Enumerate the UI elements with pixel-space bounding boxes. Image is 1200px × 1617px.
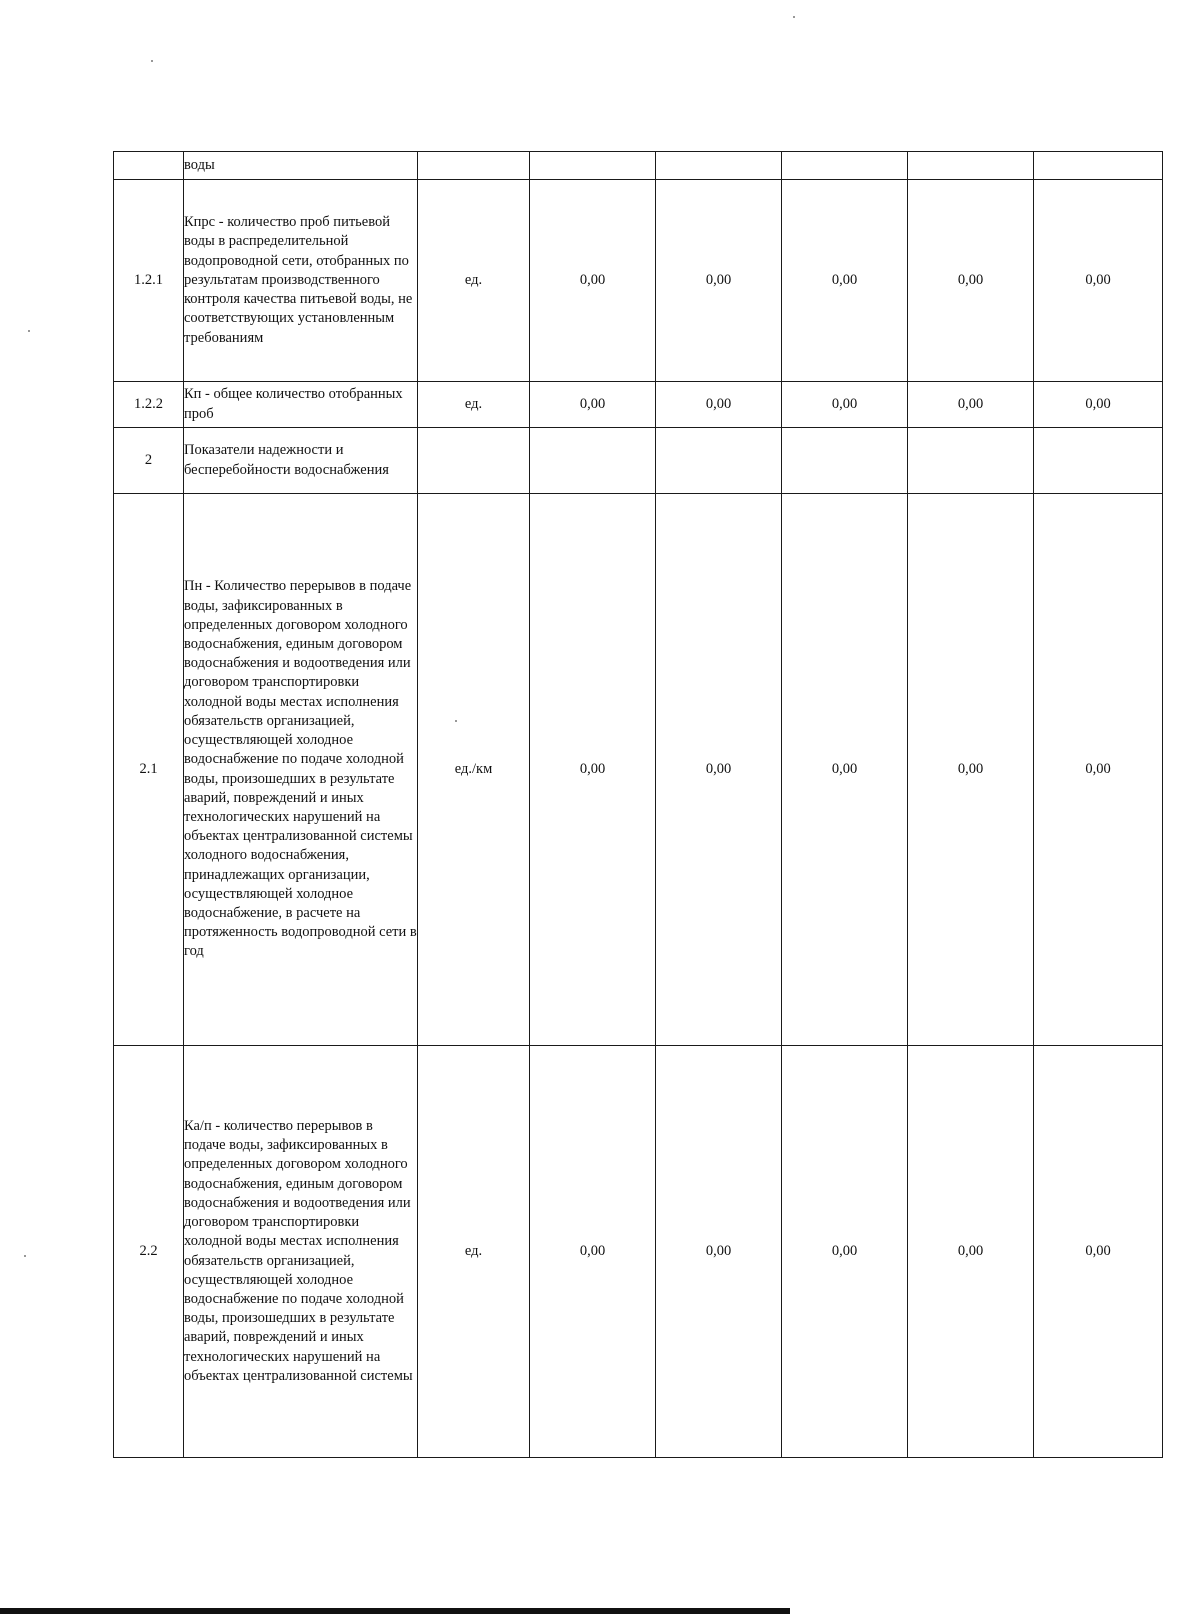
row-value (656, 428, 782, 494)
row-description: Пн - Количество перерывов в подаче воды, зафиксированных в определенных договором холодного водоснабжения, единым договором водоснабжения и водоотведения или договором транспортировки холодной воды местах исполнения обязательств организацией, осуществляющей холодное водоснабжение по подаче холодной воды, произошедших в результате аварий, повреждений и иных технологических нарушений на объектах централизованной системы холодного водоснабжения, принадлежащих организации, осуществляющей холодное водоснабжение, в расчете на протяженность водопроводной сети в год (184, 494, 418, 1046)
row-description: Показатели надежности и бесперебойности водоснабжения (184, 428, 418, 494)
row-value (530, 428, 656, 494)
row-number: 2 (114, 428, 184, 494)
row-value: 0,00 (656, 494, 782, 1046)
row-number (114, 152, 184, 180)
row-value: 0,00 (656, 180, 782, 382)
row-value: 0,00 (656, 1046, 782, 1458)
row-unit (418, 428, 530, 494)
row-unit: ед. (418, 1046, 530, 1458)
row-value (908, 152, 1034, 180)
row-description: Ка/п - количество перерывов в подаче воды, зафиксированных в определенных договором холодного водоснабжения, единым договором водоснабжения и водоотведения или договором транспортировки холодной воды местах исполнения обязательств организацией, осуществляющей холодное водоснабжение по подаче холодной воды, произошедших в результате аварий, повреждений и иных технологических нарушений на объектах централизованной системы (184, 1046, 418, 1458)
row-value (782, 428, 908, 494)
row-value: 0,00 (908, 180, 1034, 382)
row-value: 0,00 (782, 494, 908, 1046)
row-value (782, 152, 908, 180)
row-description: воды (184, 152, 418, 180)
row-value: 0,00 (530, 1046, 656, 1458)
row-number: 1.2.1 (114, 180, 184, 382)
scan-speck (455, 720, 457, 722)
row-description: Кпрс - количество проб питьевой воды в распределительной водопроводной сети, отобранных по результатам производственного контроля качества питьевой воды, не соответствующих установленным требованиям (184, 180, 418, 382)
row-value: 0,00 (1034, 180, 1163, 382)
row-value: 0,00 (656, 382, 782, 428)
table-row (114, 152, 1163, 180)
row-value: 0,00 (908, 494, 1034, 1046)
row-value: 0,00 (530, 180, 656, 382)
row-unit: ед. (418, 180, 530, 382)
scan-speck (24, 1255, 26, 1257)
table-row (114, 180, 1163, 382)
row-number: 2.1 (114, 494, 184, 1046)
row-value: 0,00 (530, 382, 656, 428)
row-value: 0,00 (908, 382, 1034, 428)
row-value: 0,00 (782, 1046, 908, 1458)
indicators-table (113, 151, 1163, 1458)
scan-speck (28, 330, 30, 332)
row-value: 0,00 (1034, 494, 1163, 1046)
row-value: 0,00 (1034, 382, 1163, 428)
row-unit (418, 152, 530, 180)
scan-speck (151, 60, 153, 62)
table-row (114, 1046, 1163, 1458)
row-value (1034, 428, 1163, 494)
table-row (114, 382, 1163, 428)
table-row (114, 494, 1163, 1046)
row-unit: ед./км (418, 494, 530, 1046)
row-unit: ед. (418, 382, 530, 428)
row-value (530, 152, 656, 180)
row-value: 0,00 (908, 1046, 1034, 1458)
table-row (114, 428, 1163, 494)
scan-bottom-edge (0, 1608, 790, 1614)
row-value (1034, 152, 1163, 180)
row-number: 2.2 (114, 1046, 184, 1458)
row-number: 1.2.2 (114, 382, 184, 428)
row-value (656, 152, 782, 180)
row-value: 0,00 (530, 494, 656, 1046)
row-value (908, 428, 1034, 494)
scan-speck (793, 16, 795, 18)
row-value: 0,00 (1034, 1046, 1163, 1458)
row-value: 0,00 (782, 180, 908, 382)
row-value: 0,00 (782, 382, 908, 428)
row-description: Кп - общее количество отобранных проб (184, 382, 418, 428)
